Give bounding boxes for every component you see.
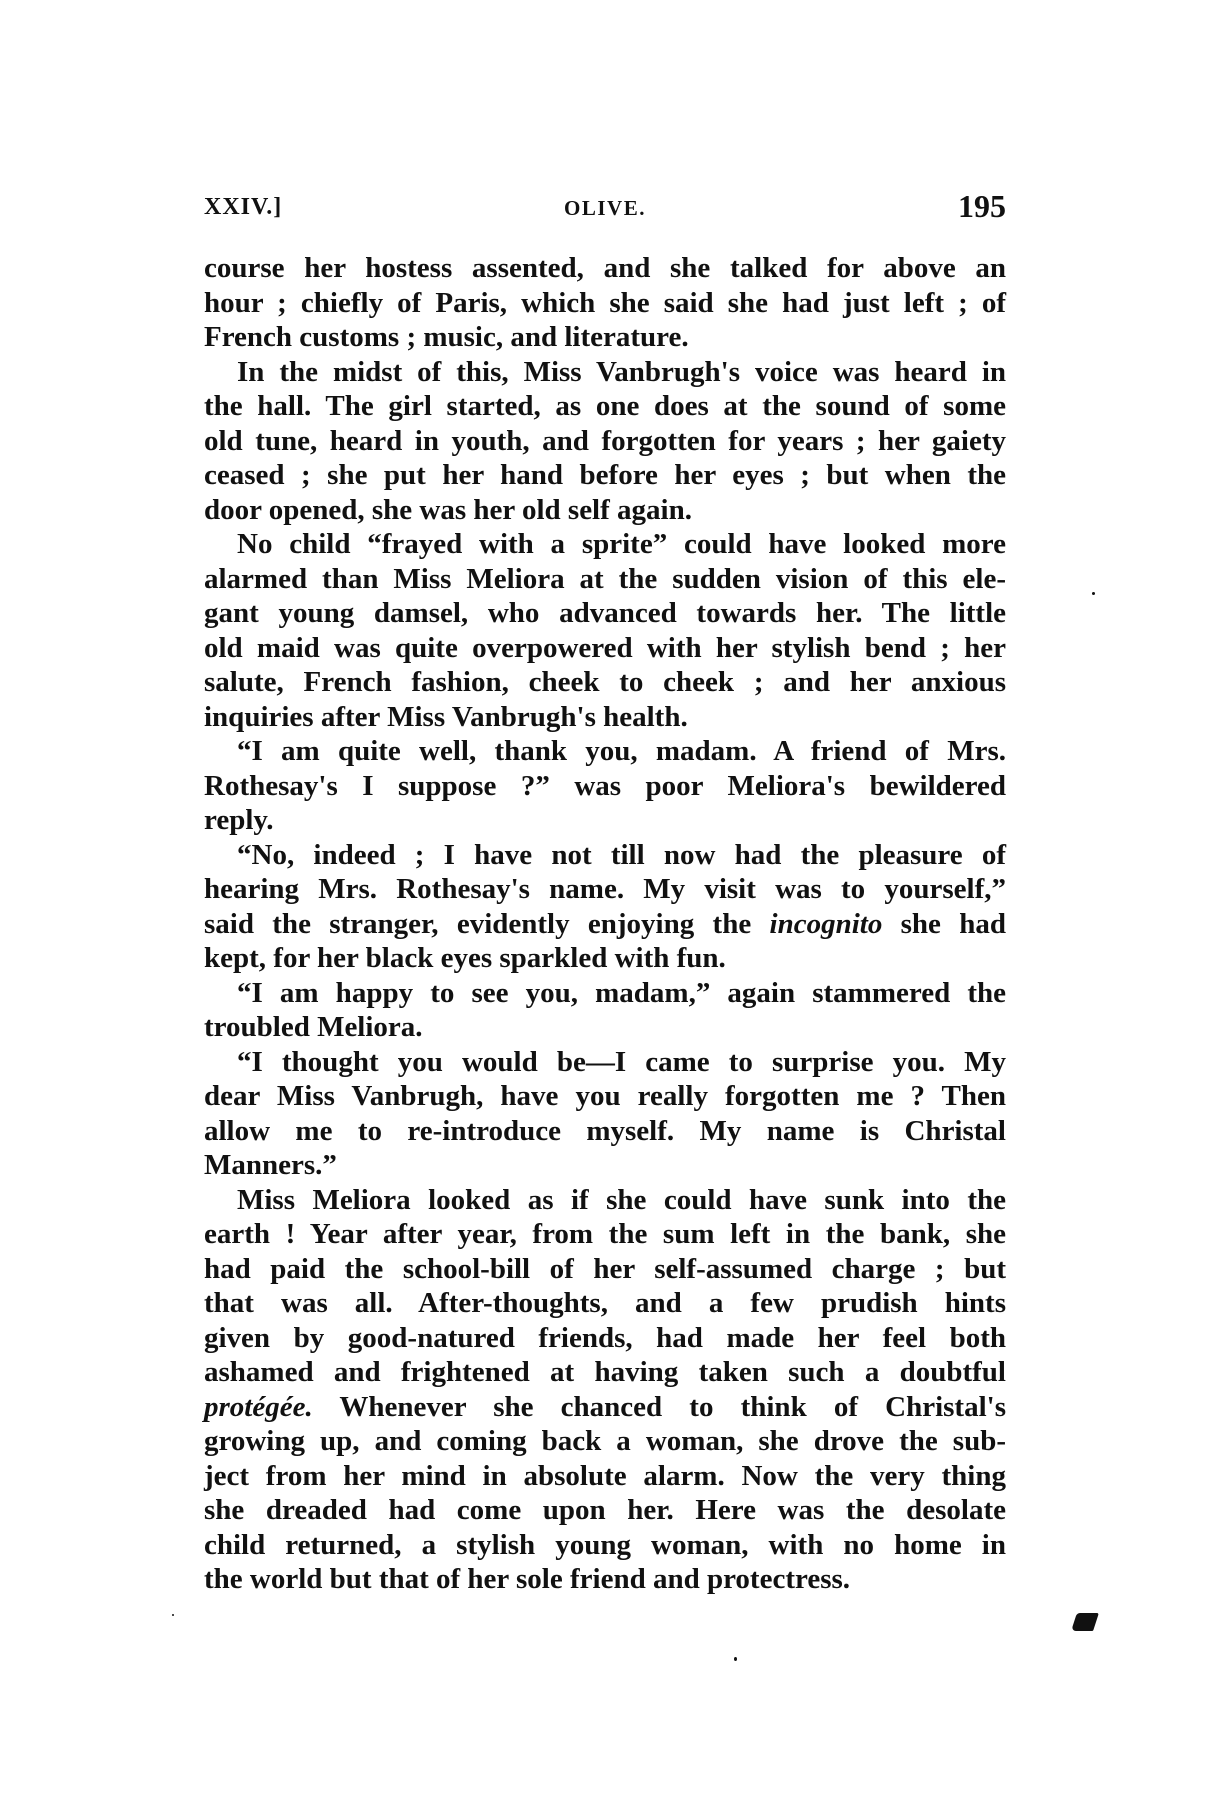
text-line: [204, 1459, 1006, 1494]
text-line: [204, 769, 1006, 804]
text-segment: she had: [882, 907, 1006, 940]
text-segment: dear Miss Vanbrugh, have you really forgotten me ? Then: [204, 1080, 1006, 1112]
text-segment: hearing Mrs. Rothesay's name. My visit was to yourself,”: [204, 873, 1006, 905]
text-segment: ject from her mind in absolute alarm. Now the very thing: [204, 1459, 1006, 1492]
text-segment: growing up, and coming back a woman, she drove the sub-: [204, 1425, 1006, 1457]
text-line: [204, 734, 1006, 769]
text-segment: salute, French fashion, cheek to cheek ; and her anxious: [204, 666, 1006, 698]
scan-speck: [1092, 592, 1095, 595]
text-segment: kept, for her black eyes sparkled with fun.: [204, 942, 726, 974]
body-text: [204, 251, 1006, 1597]
text-segment: gant young damsel, who advanced towards her. The little: [204, 597, 1006, 629]
page-number: 195: [958, 188, 1006, 224]
text-line: [204, 941, 1006, 976]
text-segment: that was all. After-thoughts, and a few prudish hints: [204, 1287, 1006, 1319]
italic-text: incognito: [769, 907, 883, 940]
text-segment: No child “frayed with a sprite” could have looked more: [237, 528, 1006, 560]
text-segment: had paid the school-bill of her self-assumed charge ; but: [204, 1252, 1006, 1285]
text-segment: course her hostess assented, and she talked for above an: [204, 252, 1006, 284]
text-line: [204, 1183, 1006, 1218]
text-segment: reply.: [204, 804, 274, 836]
text-line: [204, 389, 1006, 424]
book-title: OLIVE.: [564, 196, 646, 220]
text-line: [204, 320, 1006, 355]
text-line: [204, 458, 1006, 493]
text-line: [204, 1114, 1006, 1149]
text-segment: In the midst of this, Miss Vanbrugh's voice was heard in: [237, 355, 1006, 388]
text-line: [204, 562, 1006, 597]
text-line: [204, 1562, 1006, 1597]
text-segment: troubled Meliora.: [204, 1011, 423, 1043]
text-line: [204, 596, 1006, 631]
text-line: [204, 1493, 1006, 1528]
text-line: [204, 838, 1006, 873]
text-segment: “No, indeed ; I have not till now had the pleasure of: [237, 838, 1006, 871]
text-line: [204, 1252, 1006, 1287]
text-segment: Miss Meliora looked as if she could have sunk into the: [237, 1183, 1006, 1216]
text-segment: old maid was quite overpowered with her stylish bend ; her: [204, 631, 1006, 664]
text-line: [204, 665, 1006, 700]
text-line: [204, 1148, 1006, 1183]
text-line: [204, 631, 1006, 666]
text-line: [204, 1079, 1006, 1114]
text-segment: “I am happy to see you, madam,” again stammered the: [237, 976, 1006, 1009]
text-segment: given by good-natured friends, had made her feel both: [204, 1321, 1006, 1354]
ink-smudge: [1071, 1613, 1099, 1631]
text-line: [204, 1217, 1006, 1252]
italic-text: protégée.: [204, 1390, 313, 1423]
text-segment: “I am quite well, thank you, madam. A friend of Mrs.: [237, 735, 1006, 767]
text-segment: Rothesay's I suppose ?” was poor Meliora's bewildered: [204, 769, 1006, 802]
text-segment: old tune, heard in youth, and forgotten for years ; her gaiety: [204, 424, 1006, 457]
text-line: [204, 493, 1006, 528]
text-segment: earth ! Year after year, from the sum left in the bank, she: [204, 1218, 1006, 1250]
text-line: [204, 872, 1006, 907]
text-segment: Whenever she chanced to think of Christal's: [312, 1390, 1006, 1423]
text-line: [204, 286, 1006, 321]
text-segment: the world but that of her sole friend and protectress.: [204, 1563, 851, 1595]
running-head: [204, 188, 1006, 228]
text-line: [204, 1321, 1006, 1356]
text-segment: the hall. The girl started, as one does at the sound of some: [204, 390, 1006, 422]
chapter-number: XXIV.]: [204, 194, 283, 220]
text-segment: she dreaded had come upon her. Here was the desolate: [204, 1494, 1006, 1526]
text-line: [204, 700, 1006, 735]
text-line: [204, 1424, 1006, 1459]
text-line: [204, 527, 1006, 562]
text-line: [204, 1390, 1006, 1425]
text-line: [204, 803, 1006, 838]
scan-speck: [172, 1614, 174, 1616]
text-line: [204, 1010, 1006, 1045]
text-line: [204, 1528, 1006, 1563]
text-segment: allow me to re-introduce myself. My name is Christal: [204, 1114, 1006, 1147]
text-line: [204, 1286, 1006, 1321]
text-line: [204, 1355, 1006, 1390]
text-line: [204, 976, 1006, 1011]
text-segment: ceased ; she put her hand before her eyes ; but when the: [204, 459, 1006, 491]
text-segment: alarmed than Miss Meliora at the sudden vision of this ele-: [204, 562, 1006, 595]
text-line: [204, 251, 1006, 286]
text-segment: child returned, a stylish young woman, with no home in: [204, 1528, 1006, 1561]
text-line: [204, 355, 1006, 390]
text-segment: ashamed and frightened at having taken such a doubtful: [204, 1356, 1006, 1388]
text-line: [204, 907, 1006, 942]
text-line: [204, 1045, 1006, 1080]
text-segment: said the stranger, evidently enjoying the: [204, 907, 770, 940]
text-segment: inquiries after Miss Vanbrugh's health.: [204, 700, 688, 733]
scan-speck: [734, 1657, 737, 1661]
text-segment: Manners.”: [204, 1149, 337, 1181]
text-line: [204, 424, 1006, 459]
text-segment: “I thought you would be—I came to surprise you. My: [237, 1045, 1006, 1078]
text-segment: French customs ; music, and literature.: [204, 321, 689, 353]
text-segment: hour ; chiefly of Paris, which she said she had just left ; of: [204, 286, 1006, 319]
text-segment: door opened, she was her old self again.: [204, 493, 692, 526]
